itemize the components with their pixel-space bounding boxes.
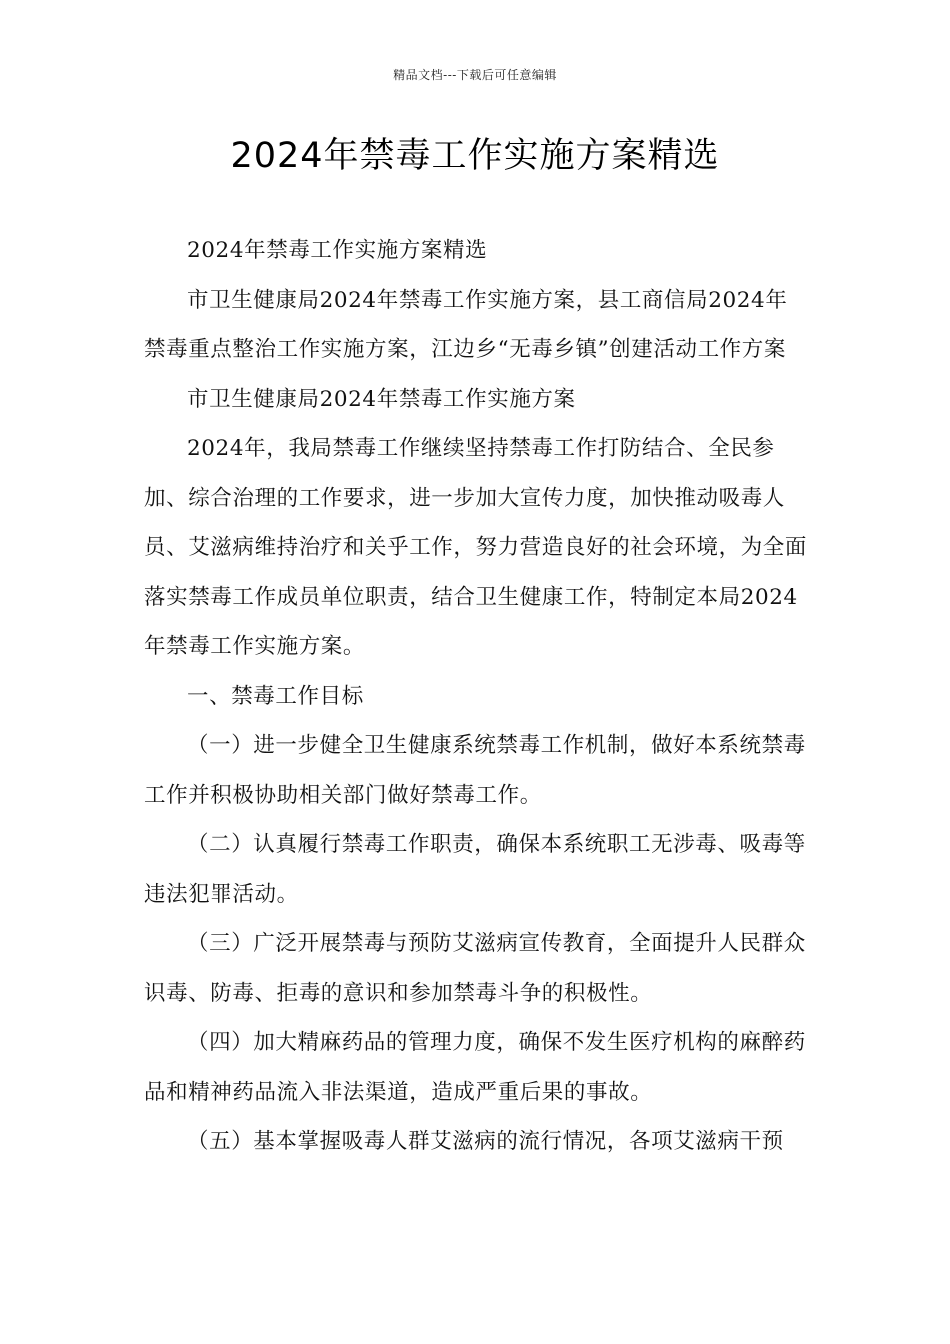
header-note: 精品文档---下载后可任意编辑 [393, 68, 557, 82]
paragraph-goals-heading: 一、禁毒工作目标 [187, 683, 364, 709]
paragraph-subtitle: 2024年禁毒工作实施方案精选 [187, 238, 488, 263]
paragraph-intro: 2024年，我局禁毒工作继续坚持禁毒工作打防结合、全民参加、综合治理的工作要求，进一步加大宣传力度，加快推动吸毒人员、艾滋病维持治疗和关乎工作，努力营造良好的社会环境，为全面落实禁毒工作成员单位职责，结合卫生健康工作，特制定本局2024年禁毒工作实施方案。 [144, 436, 808, 659]
document-body [144, 226, 808, 1167]
paragraph-goal-1: （一）进一步健全卫生健康系统禁毒工作机制，做好本系统禁毒工作并积极协助相关部门做好禁毒工作。 [144, 733, 806, 808]
paragraph-related-titles: 市卫生健康局2024年禁毒工作实施方案，县工商信局2024年禁毒重点整治工作实施方案，江边乡“无毒乡镇”创建活动工作方案 [144, 287, 788, 362]
paragraph-goal-3: （三）广泛开展禁毒与预防艾滋病宣传教育，全面提升人民群众识毒、防毒、拒毒的意识和参加禁毒斗争的积极性。 [144, 931, 806, 1006]
paragraph-goal-4: （四）加大精麻药品的管理力度，确保不发生医疗机构的麻醉药品和精神药品流入非法渠道，造成严重后果的事故。 [144, 1030, 806, 1105]
paragraph-goal-5: （五）基本掌握吸毒人群艾滋病的流行情况，各项艾滋病干预 [187, 1129, 784, 1154]
paragraph-goal-2: （二）认真履行禁毒工作职责，确保本系统职工无涉毒、吸毒等违法犯罪活动。 [144, 832, 806, 907]
document-title: 2024年禁毒工作实施方案精选 [230, 136, 720, 176]
paragraph-section-heading: 市卫生健康局2024年禁毒工作实施方案 [187, 386, 576, 412]
